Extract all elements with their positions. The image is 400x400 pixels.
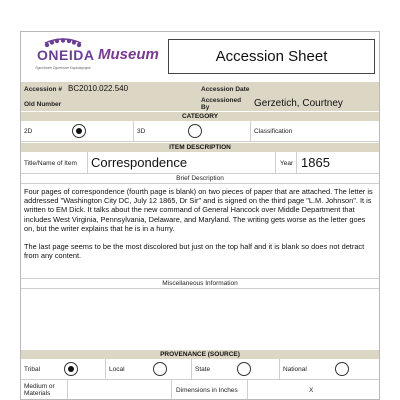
category-3d-radio[interactable]: [188, 124, 202, 138]
accession-date-label: Accession Date: [201, 86, 250, 93]
accession-number-label: Accession #: [24, 86, 62, 93]
logo-tagline: Rgwa'tanhe Ogwehowe Kayanlagogwe: [35, 66, 91, 70]
divider: [21, 183, 379, 184]
divider: [21, 288, 379, 289]
sheet-header: [21, 32, 379, 81]
accession-sheet: [20, 31, 380, 400]
classification-label: Classification: [254, 128, 293, 135]
year-value[interactable]: 1865: [301, 155, 330, 170]
accessioned-by-value[interactable]: Gerzetich, Courtney: [254, 98, 343, 109]
category-2d-radio[interactable]: [72, 124, 86, 138]
year-label: Year: [280, 160, 294, 167]
divider: [250, 121, 251, 142]
provenance-row: [21, 359, 379, 380]
accession-band: [21, 82, 379, 111]
provenance-heading: PROVENANCE (SOURCE): [21, 350, 379, 359]
divider: [21, 278, 379, 279]
provenance-state-label: State: [195, 366, 211, 373]
divider: [171, 380, 172, 400]
description-paragraph-2: The last page seems to be the most discolored but just on the top half and it is blank so does not detract from any content.: [24, 242, 365, 261]
title-row: [21, 152, 379, 174]
item-description-heading: ITEM DESCRIPTION: [21, 143, 379, 152]
dimensions-label: Dimensions in Inches: [176, 387, 238, 394]
misc-info-value[interactable]: [24, 292, 376, 347]
category-3d-label: 3D: [137, 128, 146, 135]
title-label: Title/Name of Item: [24, 160, 77, 167]
description-paragraph-1: Four pages of correspondence (fourth page is blank) on two pieces of paper that are attached. The letter is addressed "Washington City DC, July 12 1865, Dr Sir" and is signed on the third page "L.M. Johnson". It is written to EM Dick. It talks about the new command of General Hancock over Middle Department that includes West Virginia, Pennsylvania, Delaware, and Maryland. The writing gets worse as the letter goes on, but the writer explains that he is in a hurry.: [24, 187, 373, 233]
divider: [191, 359, 192, 380]
provenance-tribal-radio[interactable]: [64, 362, 78, 376]
divider: [247, 380, 248, 400]
museum-label: Museum: [98, 46, 159, 63]
brief-description-text[interactable]: [24, 187, 376, 269]
accession-number-value[interactable]: BC2010.022.540: [68, 84, 129, 93]
provenance-state-radio[interactable]: [237, 362, 251, 376]
divider: [67, 380, 68, 400]
dimensions-separator: X: [309, 387, 314, 394]
logo-name: ONEIDA: [37, 47, 95, 63]
category-2d-label: 2D: [24, 128, 33, 135]
category-heading: CATEGORY: [21, 112, 379, 121]
sheet-title: Accession Sheet: [168, 39, 375, 74]
divider: [296, 152, 297, 174]
provenance-national-radio[interactable]: [335, 362, 349, 376]
provenance-national-label: National: [283, 366, 307, 373]
title-value[interactable]: Correspondence: [91, 155, 188, 170]
provenance-local-label: Local: [109, 366, 125, 373]
category-row: [21, 121, 379, 142]
brief-description-label: Brief Description: [176, 175, 224, 182]
provenance-local-radio[interactable]: [153, 362, 167, 376]
divider: [105, 359, 106, 380]
accessioned-by-label: Accessioned By: [201, 97, 242, 111]
divider: [133, 121, 134, 142]
medium-label: Medium or Materials: [24, 383, 55, 397]
old-number-label: Old Number: [24, 101, 62, 108]
divider: [275, 152, 276, 174]
medium-row: [21, 380, 379, 400]
misc-info-label: Miscellaneous Information: [162, 280, 238, 287]
divider: [279, 359, 280, 380]
divider: [87, 152, 88, 174]
provenance-tribal-label: Tribal: [24, 366, 41, 373]
oneida-logo: [25, 36, 101, 80]
